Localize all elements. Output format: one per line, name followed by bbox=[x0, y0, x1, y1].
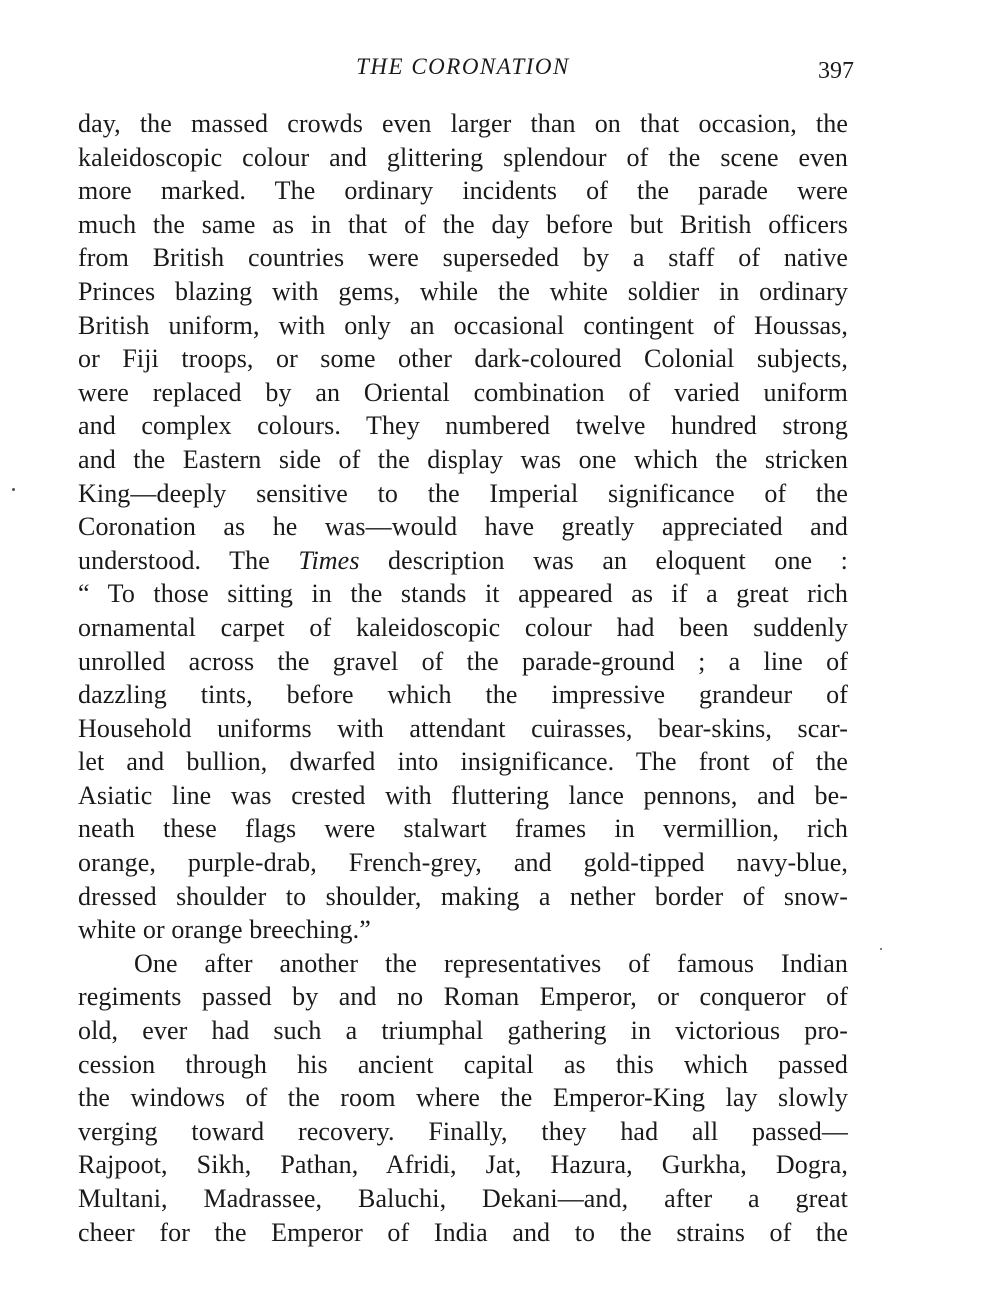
text-line: the windows of the room where the Emperor-King lay slowly bbox=[78, 1083, 848, 1113]
page-number: 397 bbox=[818, 58, 854, 84]
quote-line: let and bullion, dwarfed into insignificance. The front of the bbox=[78, 747, 848, 777]
text-line: Multani, Madrassee, Baluchi, Dekani—and, after a great bbox=[78, 1184, 848, 1213]
print-speck bbox=[12, 488, 15, 491]
quote-line: dressed shoulder to shoulder, making a nether border of snow- bbox=[78, 881, 848, 911]
body-text bbox=[78, 107, 848, 1249]
quote-line: unrolled across the gravel of the parade-ground ; a line of bbox=[78, 646, 848, 676]
quote-line-last: white or orange breeching.” bbox=[78, 915, 371, 945]
text-line: Princes blazing with gems, while the white soldier in ordinary bbox=[78, 276, 848, 306]
quote-line: dazzling tints, before which the impressive grandeur of bbox=[78, 680, 848, 710]
text-line: much the same as in that of the day before but British officers bbox=[78, 209, 848, 239]
text-line: Coronation as he was—would have greatly appreciated and bbox=[78, 512, 848, 542]
text-line: Rajpoot, Sikh, Pathan, Afridi, Jat, Hazura, Gurkha, Dogra, bbox=[78, 1150, 848, 1180]
running-head bbox=[78, 50, 854, 90]
quote-line: Asiatic line was crested with fluttering lance pennons, and be- bbox=[78, 780, 848, 810]
text-line: British uniform, with only an occasional contingent of Houssas, bbox=[78, 310, 848, 340]
quote-line: orange, purple-drab, French-grey, and gold-tipped navy-blue, bbox=[78, 848, 848, 878]
text-line: cheer for the Emperor of India and to the strains of the bbox=[78, 1217, 848, 1247]
text-line: verging toward recovery. Finally, they had all passed— bbox=[78, 1116, 848, 1146]
text-line: regiments passed by and no Roman Emperor, or conqueror of bbox=[78, 982, 848, 1012]
quote-line: neath these flags were stalwart frames in vermillion, rich bbox=[78, 814, 848, 844]
text-line: and the Eastern side of the display was one which the stricken bbox=[78, 444, 848, 474]
text-line: or Fiji troops, or some other dark-coloured Colonial subjects, bbox=[78, 344, 848, 374]
times-line-before: understood. The bbox=[78, 545, 299, 575]
print-speck bbox=[880, 948, 882, 950]
text-line: kaleidoscopic colour and glittering splendour of the scene even bbox=[78, 142, 848, 172]
text-line: King—deeply sensitive to the Imperial significance of the bbox=[78, 478, 848, 508]
quote-line: Household uniforms with attendant cuirasses, bear-skins, scar- bbox=[78, 713, 848, 743]
times-title: Times bbox=[298, 545, 360, 575]
times-line-after: description was an eloquent one : bbox=[359, 545, 849, 575]
text-line: more marked. The ordinary incidents of the parade were bbox=[78, 176, 848, 206]
text-line: cession through his ancient capital as this which passed bbox=[78, 1049, 848, 1079]
text-line: were replaced by an Oriental combination of varied uniform bbox=[78, 377, 848, 407]
text-line: from British countries were superseded by a staff of native bbox=[78, 243, 848, 273]
running-title: THE CORONATION bbox=[356, 54, 570, 79]
text-line: day, the massed crowds even larger than on that occasion, the bbox=[78, 109, 848, 138]
text-line: old, ever had such a triumphal gathering in victorious pro- bbox=[78, 1016, 848, 1046]
paragraph-2-first-line: One after another the representatives of famous Indian bbox=[134, 948, 848, 978]
text-line: and complex colours. They numbered twelve hundred strong bbox=[78, 411, 848, 441]
quote-line: “ To those sitting in the stands it appeared as if a great rich bbox=[78, 579, 848, 609]
text-line-times bbox=[78, 544, 848, 578]
quote-line: ornamental carpet of kaleidoscopic colour had been suddenly bbox=[78, 612, 848, 642]
